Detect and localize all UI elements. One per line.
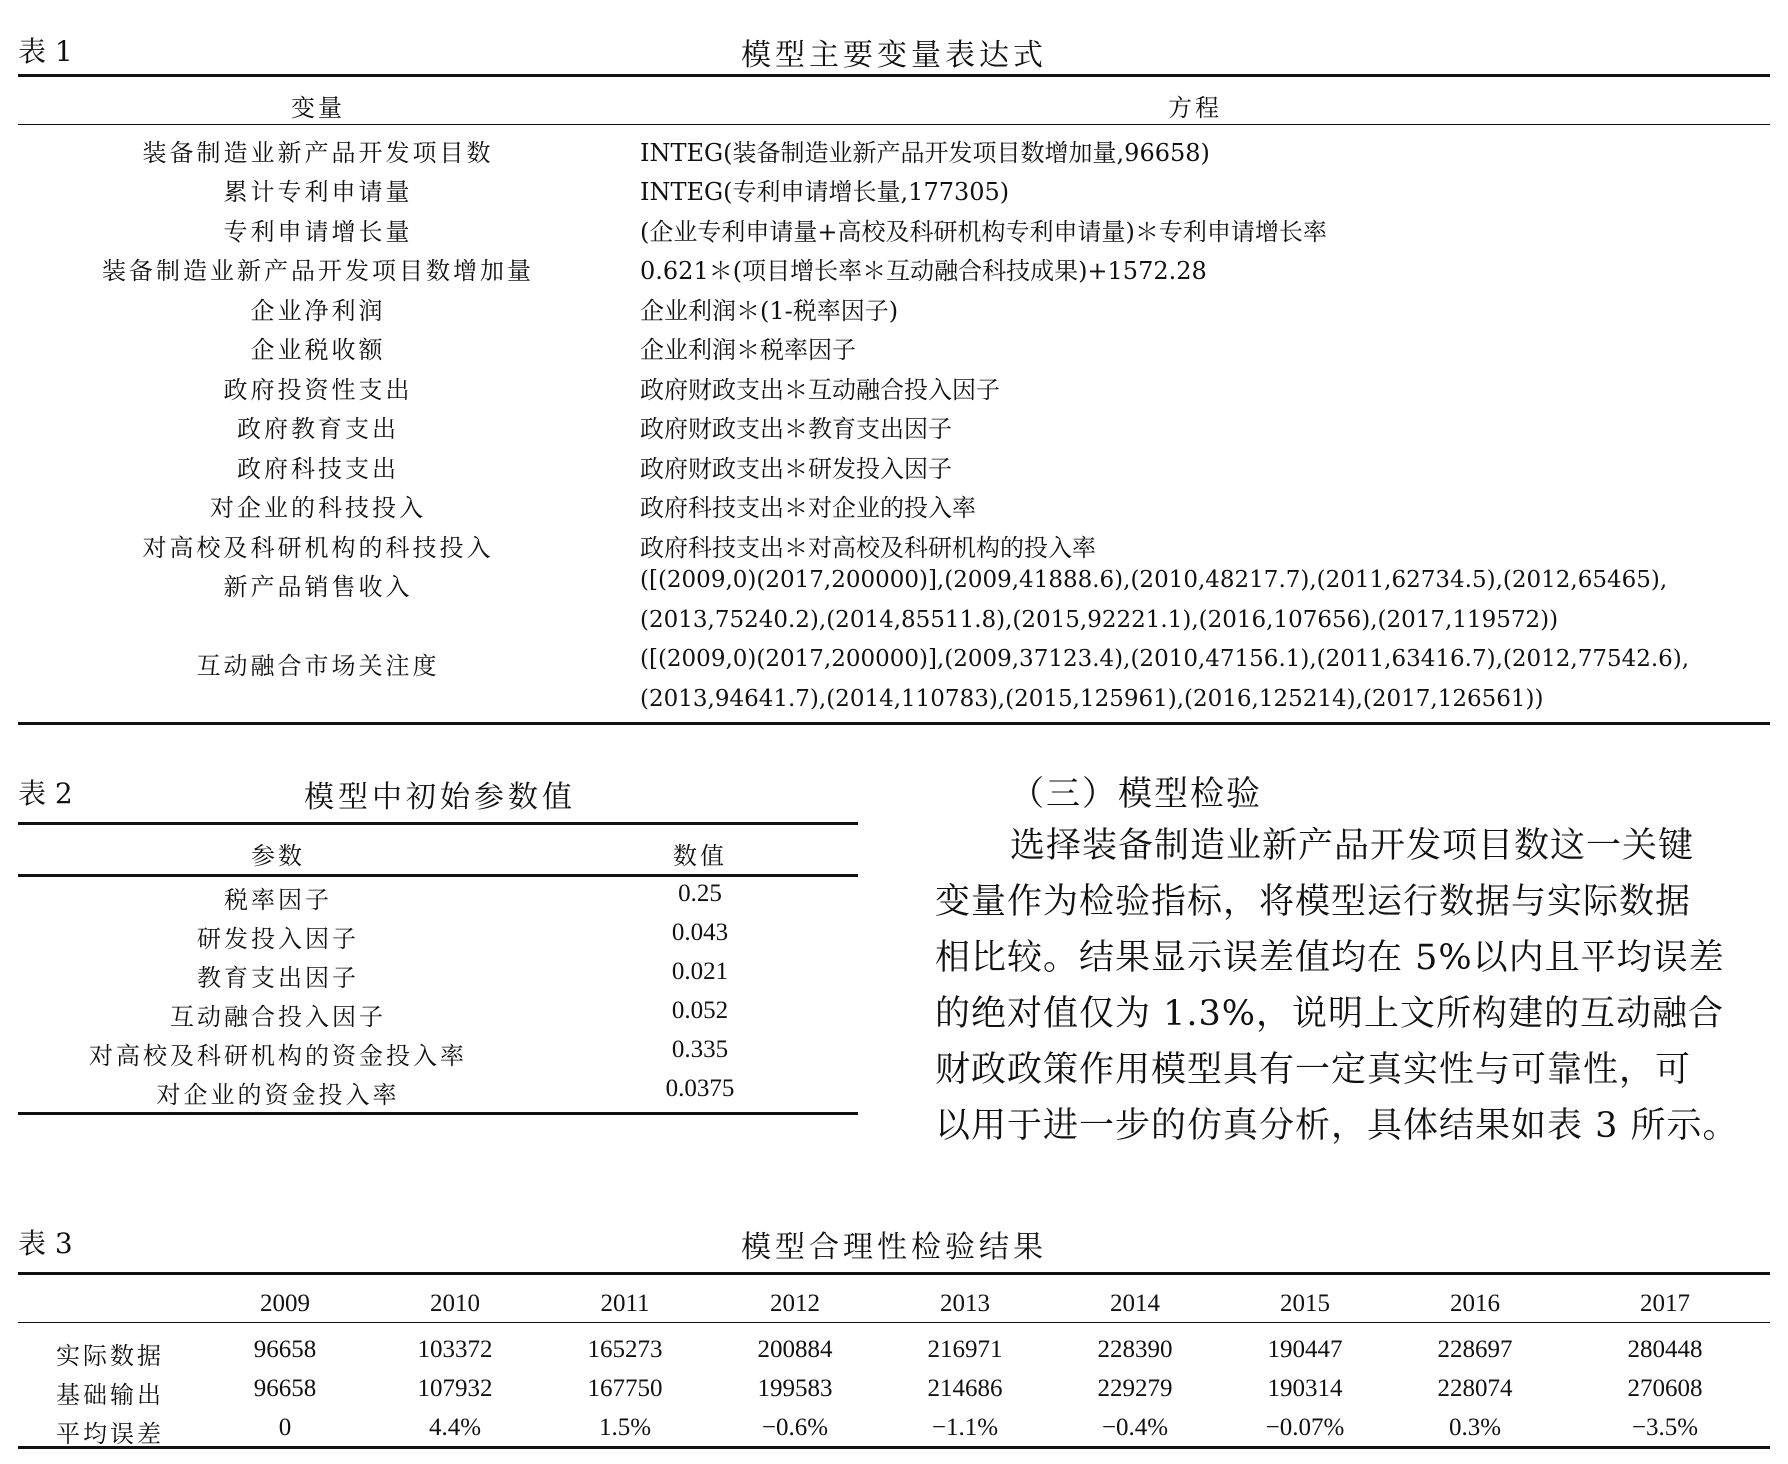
table1-row-var: 对企业的科技投入: [210, 494, 426, 522]
table3-cell: 96658: [253, 1375, 317, 1402]
table1-row-eq: ([(2009,0)(2017,200000)],(2009,41888.6),(2010,48217.7),(2011,62734.5),(2012,65465),: [640, 567, 1668, 593]
table3-label: 表 3: [18, 1227, 73, 1260]
table3-year-header: 2013: [940, 1290, 990, 1317]
table3-cell: 165273: [587, 1336, 663, 1363]
table3-cell: −0.07%: [1265, 1414, 1345, 1441]
table1-row-eq: 企业利润＊税率因子: [640, 336, 856, 364]
table3-year-header: 2012: [770, 1290, 820, 1317]
section-line: 变量作为检验指标，将模型运行数据与实际数据: [935, 882, 1692, 922]
table3-title: 模型合理性检验结果: [741, 1230, 1047, 1265]
table1-row-eq: 政府科技支出＊对高校及科研机构的投入率: [640, 534, 1096, 562]
table2-param: 互动融合投入因子: [170, 1003, 386, 1031]
table1-row-eq: 政府财政支出＊教育支出因子: [640, 415, 952, 443]
table2-value: 0.052: [671, 997, 729, 1024]
table3-row-label: 实际数据: [56, 1342, 164, 1370]
table1-row-var: 互动融合市场关注度: [196, 652, 440, 680]
table3-cell: 199583: [757, 1375, 833, 1402]
table3-cell: 200884: [757, 1336, 833, 1363]
table2-header-param: 参数: [251, 842, 305, 870]
table3-cell: −3.5%: [1631, 1414, 1699, 1441]
table1-row-var: 企业税收额: [250, 336, 386, 364]
table1-row-eq: 政府财政支出＊互动融合投入因子: [640, 376, 1000, 404]
table3-cell: 190447: [1267, 1336, 1343, 1363]
table1-row-var: 政府教育支出: [237, 415, 399, 443]
section-line: 财政政策作用模型具有一定真实性与可靠性，可: [935, 1050, 1692, 1090]
table1-row-var: 装备制造业新产品开发项目数增加量: [102, 257, 534, 285]
section-line: 的绝对值仅为 1.3%，说明上文所构建的互动融合: [935, 994, 1725, 1034]
table3-year-header: 2016: [1450, 1290, 1500, 1317]
table1-row-eq: INTEG(装备制造业新产品开发项目数增加量,96658): [640, 139, 1210, 167]
table3-cell: −0.6%: [761, 1414, 829, 1441]
table3-row-label: 基础输出: [56, 1381, 164, 1409]
table3-cell: 216971: [927, 1336, 1003, 1363]
table2-top-rule: [18, 822, 858, 825]
table2-header-value: 数值: [673, 842, 727, 870]
table1-row-var: 新产品销售收入: [223, 573, 413, 601]
table2-value: 0.25: [678, 880, 722, 907]
table1-row-var: 专利申请增长量: [223, 218, 413, 246]
table2-title: 模型中初始参数值: [304, 780, 576, 815]
table1-row-var: 政府科技支出: [237, 455, 399, 483]
table1-header-var: 变量: [291, 94, 345, 122]
table1-row-eq: (企业专利申请量+高校及科研机构专利申请量)＊专利申请增长率: [640, 218, 1327, 246]
table1-row-eq: 政府科技支出＊对企业的投入率: [640, 494, 976, 522]
table3-year-header: 2017: [1640, 1290, 1690, 1317]
table1-row-eq: INTEG(专利申请增长量,177305): [640, 178, 1010, 206]
table1-row-var: 累计专利申请量: [223, 178, 413, 206]
table3-cell: 167750: [587, 1375, 663, 1402]
table2-header-rule: [18, 874, 858, 877]
table2-param: 教育支出因子: [197, 964, 359, 992]
table3-year-header: 2015: [1280, 1290, 1330, 1317]
table3-cell: 280448: [1627, 1336, 1703, 1363]
table3-bottom-rule: [18, 1446, 1770, 1449]
table3-top-rule: [18, 1272, 1770, 1275]
table1-header-rule: [18, 124, 1770, 125]
table3-cell: 0: [278, 1414, 292, 1441]
table3-cell: 107932: [417, 1375, 493, 1402]
table1-label: 表 1: [18, 35, 73, 68]
table1-bottom-rule: [18, 722, 1770, 725]
table2-param: 对企业的资金投入率: [156, 1081, 400, 1109]
table2-param: 研发投入因子: [197, 925, 359, 953]
section-line: 以用于进一步的仿真分析，具体结果如表 3 所示。: [935, 1106, 1739, 1146]
table3-year-header: 2010: [430, 1290, 480, 1317]
table2-label: 表 2: [18, 777, 73, 810]
table3-row-label: 平均误差: [56, 1420, 164, 1448]
table1-row-eq: ([(2009,0)(2017,200000)],(2009,37123.4),(2010,47156.1),(2011,63416.7),(2012,77542.6),: [640, 646, 1690, 672]
table3-cell: 214686: [927, 1375, 1003, 1402]
table2-value: 0.335: [671, 1036, 729, 1063]
table3-cell: 228074: [1437, 1375, 1513, 1402]
table1-row-eq: 政府财政支出＊研发投入因子: [640, 455, 952, 483]
table3-cell: 228390: [1097, 1336, 1173, 1363]
table3-cell: 229279: [1097, 1375, 1173, 1402]
table2-value: 0.0375: [665, 1075, 735, 1102]
table1-top-rule: [18, 74, 1770, 77]
table2-bottom-rule: [18, 1112, 858, 1115]
section-line: 相比较。结果显示误差值均在 5%以内且平均误差: [935, 938, 1725, 978]
table3-year-header: 2011: [600, 1290, 650, 1317]
table1-row-var: 企业净利润: [250, 297, 386, 325]
table3-cell: 1.5%: [598, 1414, 652, 1441]
table3-year-header: 2014: [1110, 1290, 1160, 1317]
table1-row-eq: 企业利润＊(1-税率因子): [640, 297, 899, 325]
table1-row-eq: 0.621＊(项目增长率＊互动融合科技成果)+1572.28: [640, 257, 1207, 285]
section-heading: （三）模型检验: [1010, 774, 1262, 814]
table3-cell: 228697: [1437, 1336, 1513, 1363]
table3-cell: −0.4%: [1101, 1414, 1169, 1441]
table1-row-eq-cont: (2013,94641.7),(2014,110783),(2015,125961),(2016,125214),(2017,126561)): [640, 686, 1544, 712]
table1-row-var: 政府投资性支出: [223, 376, 413, 404]
table1-title: 模型主要变量表达式: [741, 38, 1047, 73]
table2-value: 0.043: [671, 919, 729, 946]
table3-cell: 4.4%: [428, 1414, 482, 1441]
table3-year-header: 2009: [260, 1290, 310, 1317]
table1-row-eq-cont: (2013,75240.2),(2014,85511.8),(2015,92221.1),(2016,107656),(2017,119572)): [640, 607, 1559, 633]
table3-cell: 190314: [1267, 1375, 1343, 1402]
table2-value: 0.021: [671, 958, 729, 985]
table1-header-eq: 方程: [1168, 94, 1222, 122]
table1-row-var: 对高校及科研机构的科技投入: [142, 534, 494, 562]
section-line: 选择装备制造业新产品开发项目数这一关键: [1010, 826, 1695, 866]
table2-param: 税率因子: [224, 886, 332, 914]
table3-cell: −1.1%: [931, 1414, 999, 1441]
table2-param: 对高校及科研机构的资金投入率: [89, 1042, 467, 1070]
table3-header-rule: [18, 1322, 1770, 1323]
table3-cell: 0.3%: [1448, 1414, 1502, 1441]
table1-row-var: 装备制造业新产品开发项目数: [142, 139, 494, 167]
table3-cell: 270608: [1627, 1375, 1703, 1402]
table3-cell: 96658: [253, 1336, 317, 1363]
table3-cell: 103372: [417, 1336, 493, 1363]
